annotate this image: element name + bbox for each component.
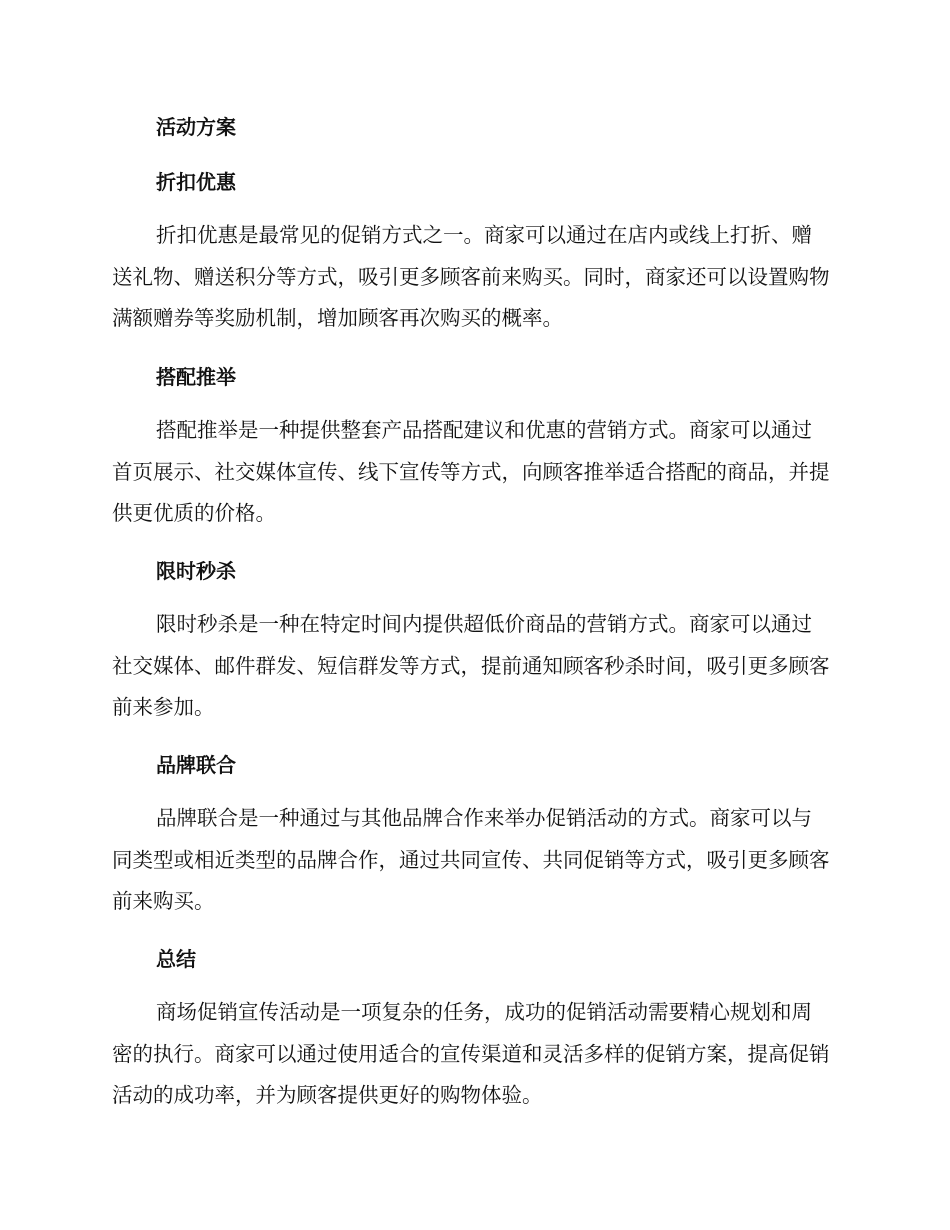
section-heading-discount: 折扣优惠 xyxy=(156,170,236,194)
section-paragraph-flash-sale: 限时秒杀是一种在特定时间内提供超低价商品的营销方式。商家可以通过社交媒体、邮件群发、短信群发等方式，提前通知顾客秒杀时间，吸引更多顾客前来参加。 xyxy=(112,612,830,719)
section-paragraph-brand-alliance: 品牌联合是一种通过与其他品牌合作来举办促销活动的方式。商家可以与同类型或相近类型的品牌合作，通过共同宣传、共同促销等方式，吸引更多顾客前来购买。 xyxy=(112,806,830,913)
section-paragraph-bundle: 搭配推举是一种提供整套产品搭配建议和优惠的营销方式。商家可以通过首页展示、社交媒体宣传、线下宣传等方式，向顾客推举适合搭配的商品，并提供更优质的价格。 xyxy=(112,418,830,525)
section-heading-summary: 总结 xyxy=(156,947,196,971)
section-heading-brand-alliance: 品牌联合 xyxy=(156,753,236,777)
section-heading-flash-sale: 限时秒杀 xyxy=(156,559,236,583)
section-paragraph-discount: 折扣优惠是最常见的促销方式之一。商家可以通过在店内或线上打折、赠送礼物、赠送积分等方式，吸引更多顾客前来购买。同时，商家还可以设置购物满额赠券等奖励机制，增加顾客再次购买的概率。 xyxy=(112,223,830,330)
section-heading-bundle: 搭配推举 xyxy=(156,365,236,389)
page-title: 活动方案 xyxy=(156,115,236,139)
section-paragraph-summary: 商场促销宣传活动是一项复杂的任务，成功的促销活动需要精心规划和周密的执行。商家可以通过使用适合的宣传渠道和灵活多样的促销方案，提高促销活动的成功率，并为顾客提供更好的购物体验。 xyxy=(112,1000,830,1107)
